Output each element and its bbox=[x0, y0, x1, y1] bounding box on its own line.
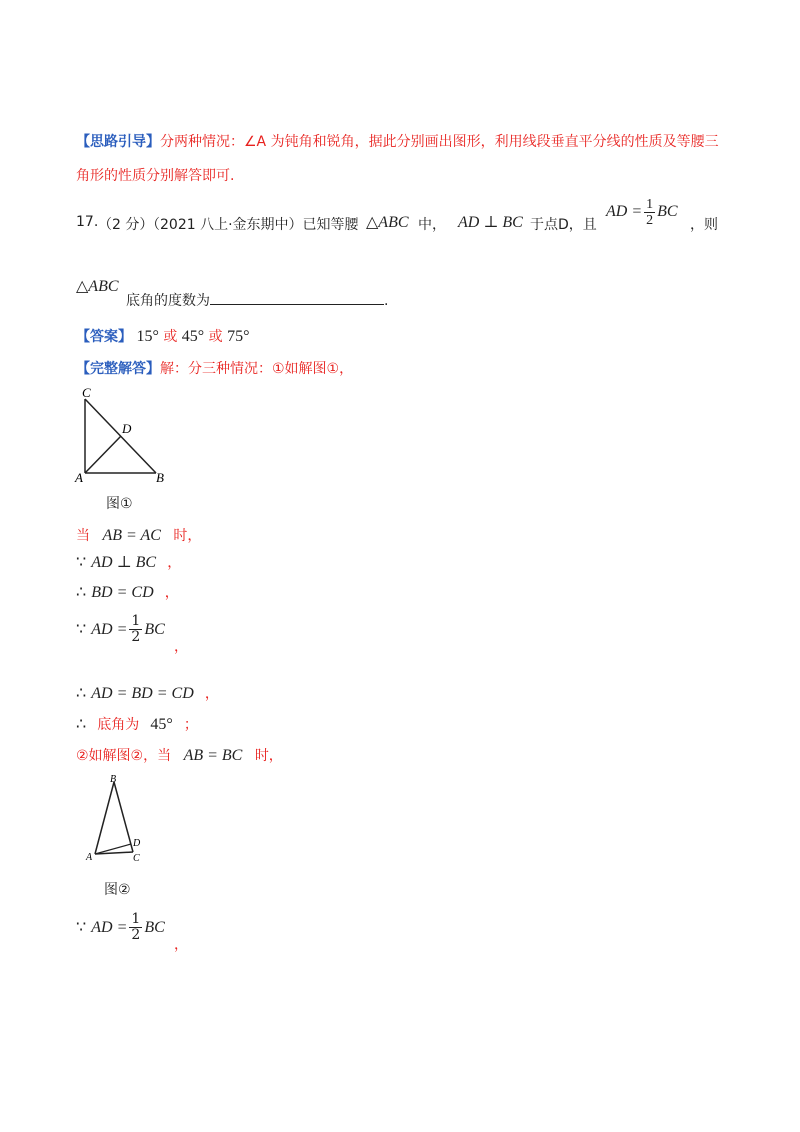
s2-punc: ， bbox=[164, 585, 179, 601]
question-zhong: 中， bbox=[418, 217, 446, 233]
solution-intro-line bbox=[76, 358, 353, 378]
question-line2 bbox=[126, 290, 388, 310]
step-case-2 bbox=[76, 745, 283, 765]
s6-punc: ， bbox=[174, 937, 188, 953]
when1-b: 时， bbox=[173, 528, 202, 544]
s6-sym: ∵ bbox=[76, 919, 87, 936]
fig2-caption: 图② bbox=[104, 882, 131, 898]
s6-num: 1 bbox=[131, 911, 141, 927]
step-when-1 bbox=[76, 525, 201, 545]
case2-b: 时， bbox=[254, 748, 283, 764]
s4-sym: ∴ bbox=[76, 685, 87, 702]
s3-den: 2 bbox=[131, 629, 141, 645]
hint-label: 【思路引导】 bbox=[76, 134, 160, 150]
step-6 bbox=[76, 912, 165, 943]
frac-rhs: BC bbox=[657, 203, 678, 221]
question-number: 17. bbox=[76, 214, 99, 230]
s3-lhs: AD = bbox=[91, 621, 128, 638]
frac-num: 1 bbox=[646, 197, 654, 212]
fig2-label-b: B bbox=[110, 774, 117, 785]
s5-punc: ； bbox=[183, 717, 198, 733]
step-5 bbox=[76, 714, 198, 734]
s6-den: 2 bbox=[131, 927, 141, 943]
solution-intro: 解：分三种情况：①如解图①， bbox=[160, 361, 354, 377]
answer-label: 【答案】 bbox=[76, 329, 132, 345]
answer-line bbox=[76, 326, 249, 346]
fig2-side-ba bbox=[95, 782, 114, 854]
question-perp: AD ⊥ BC bbox=[458, 214, 523, 231]
question-line2-end: . bbox=[384, 293, 389, 309]
fig2-side-bc bbox=[114, 782, 133, 852]
s4-punc: ， bbox=[204, 686, 219, 702]
frac-lhs: AD = bbox=[606, 203, 643, 221]
step-1 bbox=[76, 552, 181, 572]
fig1-segment-ad bbox=[85, 436, 121, 473]
question-line2-text: 底角的度数为 bbox=[126, 293, 210, 309]
hint-text-1: 分两种情况：∠A 为钝角和锐角，据此分别画出图形，利用线段垂直平分线的性质及等腰三 bbox=[160, 134, 719, 150]
answer-value-2: 45° bbox=[181, 328, 205, 345]
s2-sym: ∴ bbox=[76, 584, 87, 601]
figure-1 bbox=[74, 385, 184, 485]
s3-rhs: BC bbox=[144, 621, 165, 638]
when1-math: AB = AC bbox=[102, 527, 161, 544]
s1-sym: ∵ bbox=[76, 554, 87, 571]
fig1-caption: 图① bbox=[106, 496, 133, 512]
hint-text-2: 角形的性质分别解答即可. bbox=[76, 168, 235, 184]
s6-lhs: AD = bbox=[91, 919, 128, 936]
question-source: （2021 八上·金东期中）已知等腰 bbox=[146, 217, 359, 233]
s4-math: AD = BD = CD bbox=[91, 685, 194, 702]
case2-math: AB = BC bbox=[183, 747, 243, 764]
s2-math: BD = CD bbox=[91, 584, 154, 601]
s5-sym: ∴ bbox=[76, 716, 87, 733]
step-3 bbox=[76, 614, 165, 645]
question-ze: ，则 bbox=[690, 217, 718, 233]
fig2-label-d: D bbox=[133, 838, 141, 849]
s3-sym: ∵ bbox=[76, 621, 87, 638]
s6-fraction bbox=[129, 912, 142, 943]
s3-punc: ， bbox=[174, 639, 188, 655]
fig1-label-c: C bbox=[82, 385, 91, 400]
s3-fraction bbox=[129, 614, 142, 645]
s1-math: AD ⊥ BC bbox=[91, 554, 157, 571]
fig2-label-a: A bbox=[86, 852, 93, 863]
fig1-label-b: B bbox=[156, 470, 164, 485]
fig2-label-c: C bbox=[133, 853, 140, 864]
figure-2 bbox=[84, 774, 154, 866]
question-line2-triangle: △ABC bbox=[76, 278, 119, 295]
step-4 bbox=[76, 683, 219, 703]
question-yudian: 于点D，且 bbox=[530, 217, 597, 233]
hint-line-1 bbox=[76, 131, 719, 151]
answer-value-3: 75° bbox=[227, 328, 250, 345]
step-2 bbox=[76, 582, 179, 602]
answer-or-2: 或 bbox=[208, 329, 223, 345]
question-score: （2 分） bbox=[98, 217, 154, 233]
s6-rhs: BC bbox=[144, 919, 165, 936]
answer-value-1: 15° bbox=[136, 328, 159, 345]
case2-a: ②如解图②，当 bbox=[76, 748, 172, 764]
frac-den: 2 bbox=[646, 213, 654, 228]
s3-num: 1 bbox=[131, 613, 141, 629]
answer-or-1: 或 bbox=[163, 329, 178, 345]
when1-a: 当 bbox=[76, 528, 90, 544]
question-triangle: △ABC bbox=[366, 214, 409, 231]
solution-label: 【完整解答】 bbox=[76, 361, 160, 377]
s5-text: 底角为 bbox=[97, 717, 140, 733]
s1-punc: ， bbox=[167, 555, 182, 571]
question-fraction-eq bbox=[606, 197, 678, 228]
fraction-half bbox=[644, 197, 655, 228]
answer-blank bbox=[210, 290, 384, 305]
fig1-label-a: A bbox=[75, 470, 83, 485]
s5-val: 45° bbox=[150, 716, 173, 733]
fig1-label-d: D bbox=[122, 421, 132, 436]
